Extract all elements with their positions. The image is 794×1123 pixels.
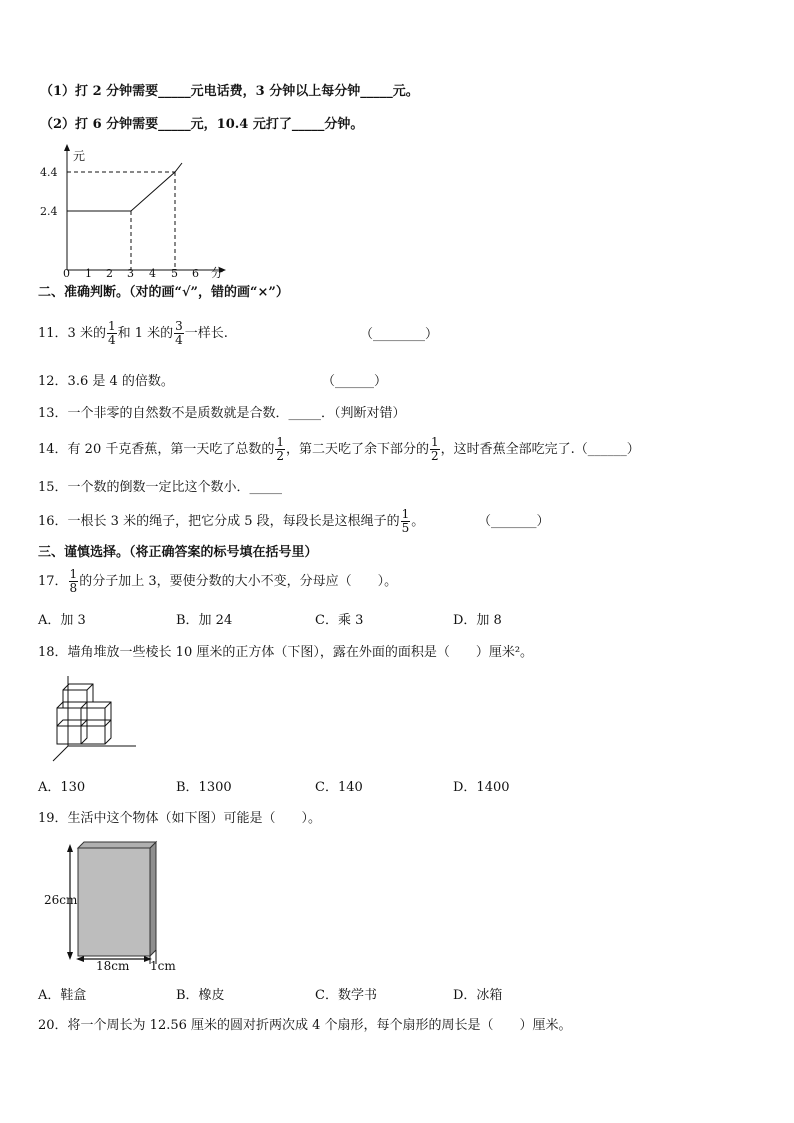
x-tick-4: 4 — [149, 267, 156, 280]
y-tick-4-4: 4.4 — [40, 166, 58, 179]
q18-option-a[interactable]: A．130 — [38, 780, 86, 795]
q18-option-b[interactable]: B．1300 — [176, 780, 232, 795]
y-axis-arrow — [64, 144, 70, 151]
x-tick-3: 3 — [127, 267, 134, 280]
y-unit-label: 元 — [73, 149, 86, 163]
q11-text-b: 和 1 米的 — [117, 326, 174, 341]
height-label: 26cm — [44, 893, 78, 907]
q19-option-b[interactable]: B．橡皮 — [176, 988, 225, 1003]
question-15: 15．一个数的倒数一定比这个数小．_____ — [38, 480, 283, 495]
q19-option-c[interactable]: C．数学书 — [315, 988, 377, 1003]
fraction-1-2-first: $\frac{1}{2}$ — [276, 435, 284, 463]
q14-text-c: ，这时香蕉全部吃完了.（______） — [440, 442, 640, 457]
box-figure — [40, 838, 190, 978]
q19-option-a[interactable]: A．鞋盒 — [38, 988, 87, 1003]
section-3-heading: 三、谨慎选择。（将正确答案的标号填在括号里） — [38, 545, 318, 560]
q11-text-a: 11．3 米的 — [38, 326, 106, 341]
x-tick-1: 1 — [85, 267, 92, 280]
fraction-1-8: $\frac{1}{8}$ — [69, 567, 78, 595]
q16-answer-blank[interactable]: （_______） — [478, 514, 550, 529]
question-16 — [38, 506, 424, 538]
question-19: 19．生活中这个物体（如下图）可能是（ ）。 — [38, 811, 322, 826]
q17-text-b: 的分子加上 3，要使分数的大小不变，分母应（ ）。 — [79, 574, 398, 589]
width-label: 18cm — [96, 959, 130, 973]
section-2-heading: 二、准确判断。（对的画“√”，错的画“×”） — [38, 285, 289, 300]
y-tick-2-4: 2.4 — [40, 205, 58, 218]
x-tick-6: 6 — [192, 267, 199, 280]
x-unit-label: 分 — [211, 266, 224, 280]
fraction-3-4: $\frac{3}{4}$ — [175, 319, 183, 347]
fraction-1-4: $\frac{1}{4}$ — [107, 319, 116, 347]
q11-answer-blank[interactable]: （________） — [360, 327, 439, 342]
question-part-1: （1）打 2 分钟需要_____元电话费，3 分钟以上每分钟_____元。 — [40, 84, 419, 99]
q17-text-a: 17． — [38, 574, 68, 589]
q11-text-c: 一样长. — [184, 326, 228, 341]
stacked-cubes-figure — [48, 674, 143, 764]
q17-option-b[interactable]: B．加 24 — [176, 613, 233, 628]
x-tick-0: 0 — [63, 267, 70, 280]
depth-label: 1cm — [150, 959, 176, 973]
x-tick-5: 5 — [171, 267, 178, 280]
question-17 — [38, 566, 397, 598]
q18-option-d[interactable]: D．1400 — [453, 780, 510, 795]
question-part-2: （2）打 6 分钟需要_____元，10.4 元打了_____分钟。 — [40, 117, 364, 132]
fraction-1-5: $\frac{1}{5}$ — [401, 507, 410, 535]
question-18: 18．墙角堆放一些棱长 10 厘米的正方体（下图），露在外面的面积是（ ）厘米²。 — [38, 645, 534, 660]
question-20: 20．将一个周长为 12.56 厘米的圆对折两次成 4 个扇形，每个扇形的周长是（ ）厘米。 — [38, 1018, 572, 1033]
question-11 — [38, 318, 228, 350]
q18-option-c[interactable]: C．140 — [315, 780, 363, 795]
question-12: 12．3.6 是 4 的倍数。 — [38, 374, 174, 389]
q17-option-a[interactable]: A．加 3 — [38, 613, 86, 628]
q14-text-b: ，第二天吃了余下部分的 — [286, 442, 430, 457]
q17-option-c[interactable]: C．乘 3 — [315, 613, 364, 628]
q17-option-d[interactable]: D．加 8 — [453, 613, 502, 628]
q12-answer-blank[interactable]: （______） — [322, 374, 388, 389]
q16-text-a: 16．一根长 3 米的绳子，把它分成 5 段，每段长是这根绳子的 — [38, 514, 400, 529]
q16-text-b: 。 — [411, 514, 425, 529]
question-13: 13．一个非零的自然数不是质数就是合数．_____．（判断对错） — [38, 406, 406, 421]
q14-text-a: 14．有 20 千克香蕉，第一天吃了总数的 — [38, 442, 275, 457]
q19-option-d[interactable]: D．冰箱 — [453, 988, 503, 1003]
question-14 — [38, 434, 640, 466]
x-tick-2: 2 — [106, 267, 113, 280]
phone-fee-graph — [30, 142, 240, 282]
fee-line — [67, 163, 182, 211]
fraction-1-2-second: $\frac{1}{2}$ — [431, 435, 439, 463]
